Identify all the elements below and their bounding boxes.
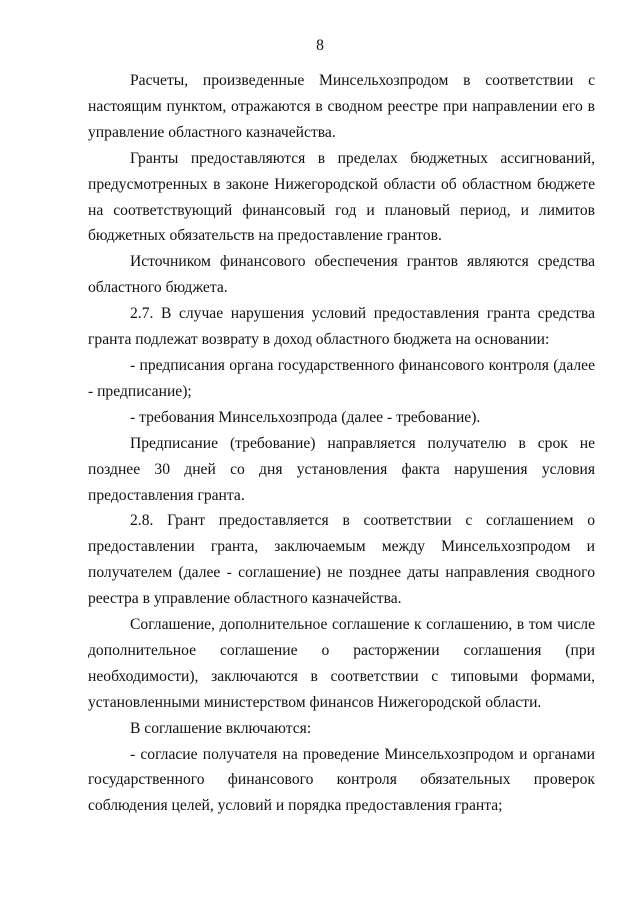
- list-item-consent: - согласие получателя на проведение Минсельхозпродом и органами государственного финансового контроля обязательных проверок соблюдения целей, условий и порядка предоставления гранта;: [88, 745, 595, 815]
- page-number: 8: [316, 37, 324, 54]
- document-body: [88, 68, 595, 819]
- paragraph-2-7-violation: 2.7. В случае нарушения условий предоставления гранта средства гранта подлежат возврату в доход областного бюджета на основании:: [88, 305, 595, 349]
- paragraph-2-8-agreement: 2.8. Грант предоставляется в соответствии с соглашением о предоставлении гранта, заключаемым между Минсельхозпродом и получателем (далее - соглашение) не позднее даты направления сводного реестра в управление областного казначейства.: [88, 512, 595, 608]
- list-item-requirement: - требования Минсельхозпрода (далее - требование).: [130, 408, 481, 426]
- list-item-prescription: - предписания органа государственного финансового контроля (далее - предписание);: [88, 356, 595, 400]
- paragraph-funding-source: Источником финансового обеспечения грантов являются средства областного бюджета.: [88, 253, 595, 297]
- paragraph-agreement-forms: Соглашение, дополнительное соглашение к соглашению, в том числе дополнительное соглашение о расторжении соглашения (при необходимости), заключаются в соответствии с типовыми формами, установленными министерством финансов Нижегородской области.: [88, 616, 595, 711]
- paragraph-calculations: Расчеты, произведенные Минсельхозпродом в соответствии с настоящим пунктом, отражаются в сводном реестре при направлении его в управление областного казначейства.: [88, 72, 595, 141]
- paragraph-prescription-deadline: Предписание (требование) направляется получателю в срок не позднее 30 дней со дня установления факта нарушения условия предоставления гранта.: [88, 434, 595, 504]
- paragraph-grants-limits: Гранты предоставляются в пределах бюджетных ассигнований, предусмотренных в законе Нижегородской области об областном бюджете на соответствующий финансовый год и плановый период, и лимитов бюджетных обязательств на предоставление грантов.: [88, 149, 595, 245]
- paragraph-agreement-includes: В соглашение включаются:: [130, 719, 312, 737]
